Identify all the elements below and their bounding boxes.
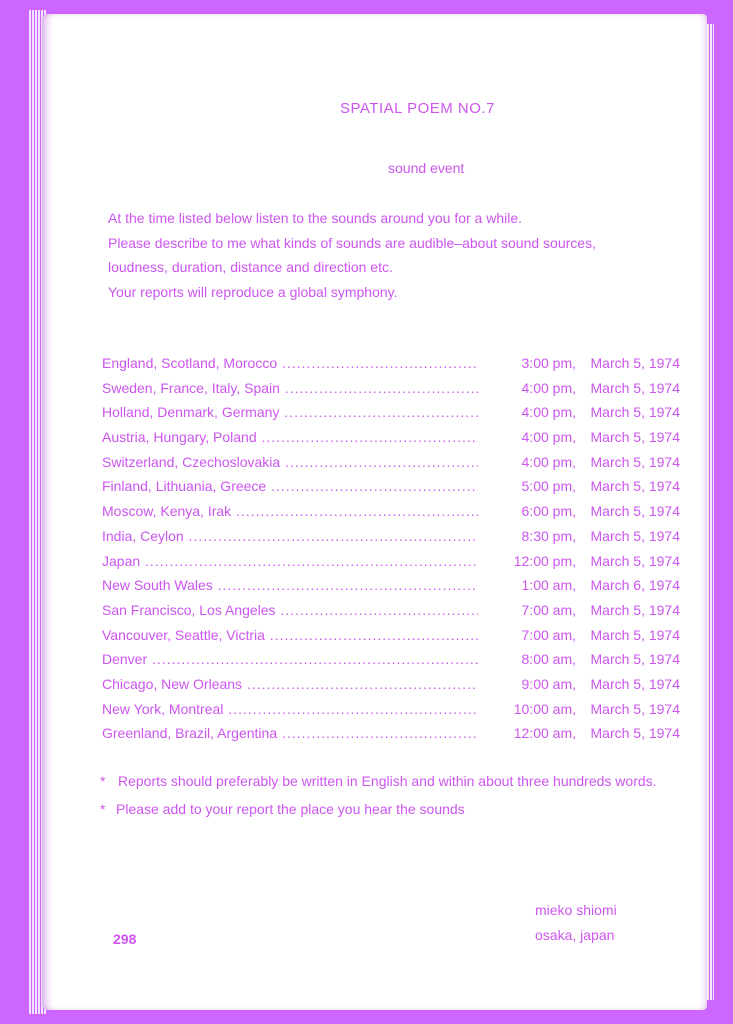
schedule-date: March 5, 1974 [590, 429, 680, 446]
schedule-place: England, Scotland, Morocco ..... [102, 351, 478, 376]
schedule-time: 4:00 pm, [521, 404, 576, 421]
schedule-time: 8:00 am, [521, 651, 576, 668]
schedule-date: March 5, 1974 [590, 527, 680, 544]
schedule-date: March 5, 1974 [590, 700, 680, 717]
schedule-place: San Francisco, Los Angeles ..... [102, 598, 478, 623]
schedule-date: March 5, 1974 [590, 725, 680, 742]
schedule-row [100, 450, 680, 475]
intro-paragraph [108, 206, 688, 304]
schedule-place: New South Wales ..... [102, 573, 478, 598]
schedule-time: 4:00 pm, [521, 453, 576, 470]
schedule-time: 1:00 am, [521, 577, 576, 594]
schedule-row [100, 499, 680, 524]
schedule-time: 4:00 pm, [521, 429, 576, 446]
signature-name: mieko shiomi [535, 902, 617, 918]
schedule-time: 7:00 am, [521, 601, 576, 618]
schedule-time: 5:00 pm, [521, 478, 576, 495]
schedule-date: March 5, 1974 [590, 355, 680, 371]
document-subtitle: sound event [388, 160, 465, 176]
schedule-date: March 5, 1974 [590, 379, 680, 396]
schedule-row [100, 425, 680, 450]
schedule-table [100, 351, 680, 746]
schedule-row [100, 697, 680, 722]
schedule-place: Greenland, Brazil, Argentina ..... [102, 721, 478, 746]
schedule-row [100, 549, 680, 574]
schedule-row [100, 400, 680, 425]
schedule-place: Austria, Hungary, Poland ..... [102, 425, 478, 450]
asterisk-marker: * [100, 801, 106, 817]
intro-line: Please describe to me what kinds of sounds are audible–about sound sources, [108, 234, 596, 251]
schedule-date: March 5, 1974 [590, 453, 680, 470]
schedule-date: March 6, 1974 [590, 577, 680, 594]
schedule-time: 10:00 am, [513, 700, 576, 717]
schedule-place: Holland, Denmark, Germany ..... [102, 400, 478, 425]
schedule-time: 9:00 am, [521, 675, 576, 692]
schedule-date: March 5, 1974 [590, 651, 680, 668]
intro-line: loudness, duration, distance and direction etc. [108, 259, 393, 275]
note-text: Reports should preferably be written in English and within about three hundreds words. [118, 773, 657, 789]
schedule-place: Finland, Lithuania, Greece ..... [102, 474, 478, 499]
schedule-place: Japan ..... [102, 549, 478, 574]
schedule-row [100, 672, 680, 697]
schedule-row [100, 623, 680, 648]
notes-section [100, 770, 680, 821]
schedule-place: Denver ..... [102, 647, 478, 672]
schedule-date: March 5, 1974 [590, 552, 680, 569]
schedule-time: 6:00 pm, [521, 503, 576, 520]
schedule-date: March 5, 1974 [590, 478, 680, 495]
schedule-row [100, 351, 680, 376]
schedule-date: March 5, 1974 [590, 601, 680, 618]
schedule-time: 3:00 pm, [521, 355, 576, 371]
schedule-row [100, 376, 680, 401]
schedule-date: March 5, 1974 [590, 404, 680, 421]
signature-place: osaka, japan [535, 927, 615, 943]
intro-line: At the time listed below listen to the sounds around you for a while. [108, 210, 523, 226]
asterisk-marker: * [100, 773, 106, 789]
intro-line: Your reports will reproduce a global symphony. [108, 283, 398, 300]
schedule-date: March 5, 1974 [590, 626, 680, 643]
schedule-date: March 5, 1974 [590, 503, 680, 520]
note-item [100, 798, 680, 821]
schedule-time: 7:00 am, [521, 626, 576, 643]
schedule-time: 12:00 am, [513, 725, 576, 742]
schedule-place: India, Ceylon ..... [102, 524, 478, 549]
schedule-place: Sweden, France, Italy, Spain ..... [102, 376, 478, 401]
schedule-time: 4:00 pm, [521, 379, 576, 396]
schedule-row [100, 573, 680, 598]
schedule-place: Vancouver, Seattle, Victria ..... [102, 623, 478, 648]
schedule-row [100, 721, 680, 746]
schedule-row [100, 647, 680, 672]
schedule-date: March 5, 1974 [590, 675, 680, 692]
schedule-row [100, 474, 680, 499]
schedule-place: Moscow, Kenya, Irak ..... [102, 499, 478, 524]
note-text: Please add to your report the place you hear the sounds [116, 801, 465, 817]
schedule-place: Switzerland, Czechoslovakia ..... [102, 450, 478, 475]
schedule-place: Chicago, New Orleans ..... [102, 672, 478, 697]
schedule-time: 8:30 pm, [521, 527, 576, 544]
document-title: SPATIAL POEM NO.7 [340, 100, 495, 117]
page-number: 298 [113, 931, 137, 947]
schedule-time: 12:00 pm, [513, 552, 576, 569]
schedule-row [100, 598, 680, 623]
schedule-place: New York, Montreal ..... [102, 697, 478, 722]
note-item [100, 770, 680, 793]
schedule-row [100, 524, 680, 549]
